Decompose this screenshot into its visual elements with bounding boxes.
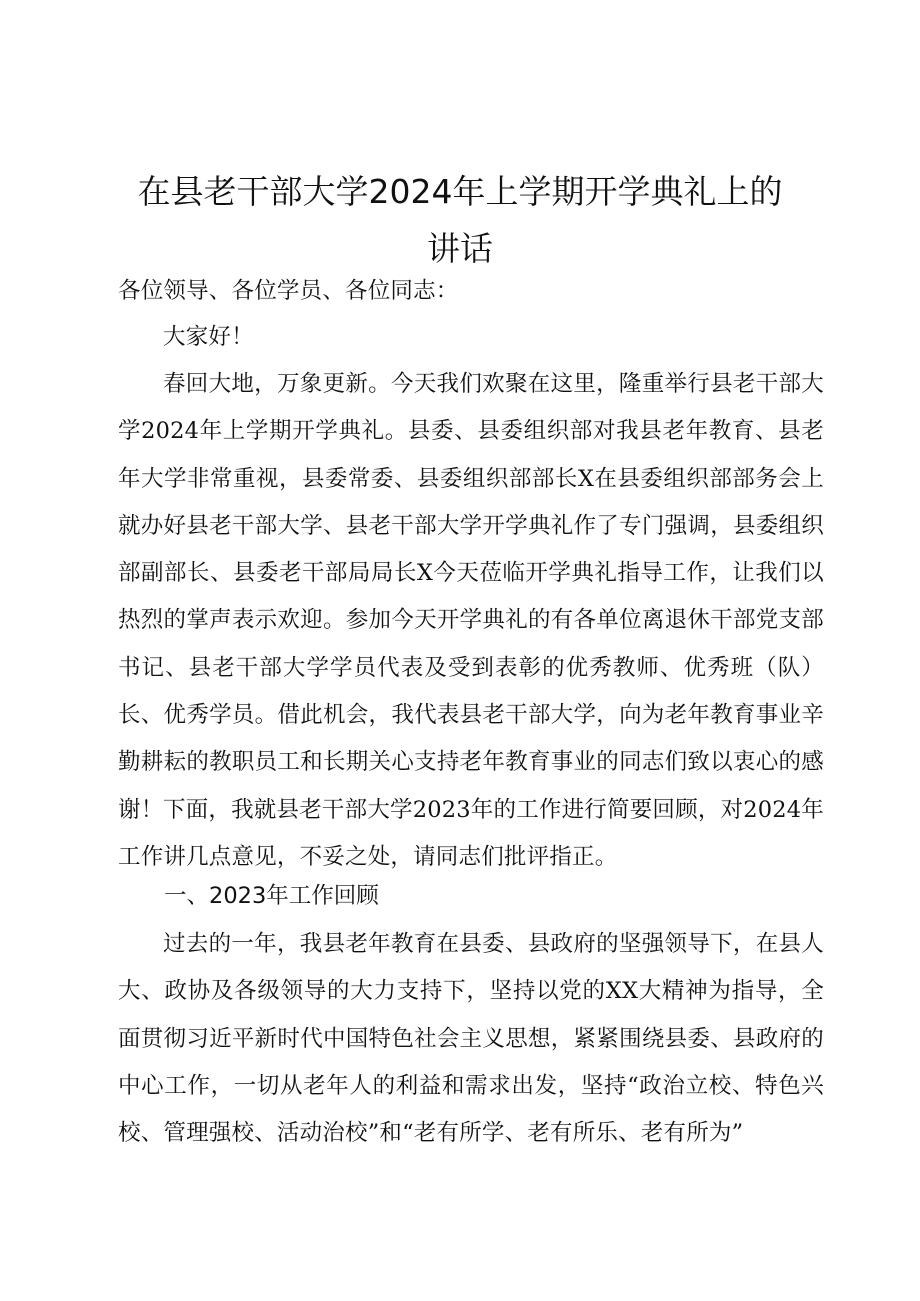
section-heading-review: 一、2023年工作回顾: [164, 883, 379, 909]
document-title-line1: 在县老干部大学2024年上学期开学典礼上的: [137, 172, 783, 211]
paragraph-intro-review: 下面，我就县老干部大学2023年的工作进行简要回顾，对2024年工作讲几点意见，不妥之处，请同志们批评指正。: [118, 797, 824, 871]
document-title-line2: 讲话: [427, 229, 493, 268]
paragraph-review: 过去的一年，我县老年教育在县委、县政府的坚强领导下，在县人大、政协及各级领导的大力支持下，坚持以党的XX大精神为指导，全面贯彻习近平新时代中国特色社会主义思想，紧紧围绕县委、县政府的中心工作，一切从老年人的利益和需求出发，坚持“政治立校、特色兴校、管理强校、活动治校”和“老有所学、老有所乐、老有所为”: [118, 931, 824, 1147]
greeting: 大家好！: [163, 324, 254, 350]
salutation: 各位领导、各位学员、各位同志：: [118, 278, 459, 304]
paragraph-opening: 春回大地，万象更新。今天我们欢聚在这里，隆重举行县老干部大学2024年上学期开学典礼。县委、县委组织部对我县老年教育、县老年大学非常重视，县委常委、县委组织部部长X在县委组织部部务会上就办好县老干部大学、县老干部大学开学典礼作了专门强调，县委组织部副部长、县委老干部局局长X今天莅临开学典礼指导工作，让我们以热烈的掌声表示欢迎。参加今天开学典礼的有各单位离退休干部党支部书记、县老干部大学学员代表及受到表彰的优秀教师、优秀班（队）长、优秀学员。借此机会，我代表县老干部大学，向为老年教育事业辛勤耕耘的教职员工和长期关心支持老年教育事业的同志们致以衷心的感谢！: [118, 371, 824, 823]
